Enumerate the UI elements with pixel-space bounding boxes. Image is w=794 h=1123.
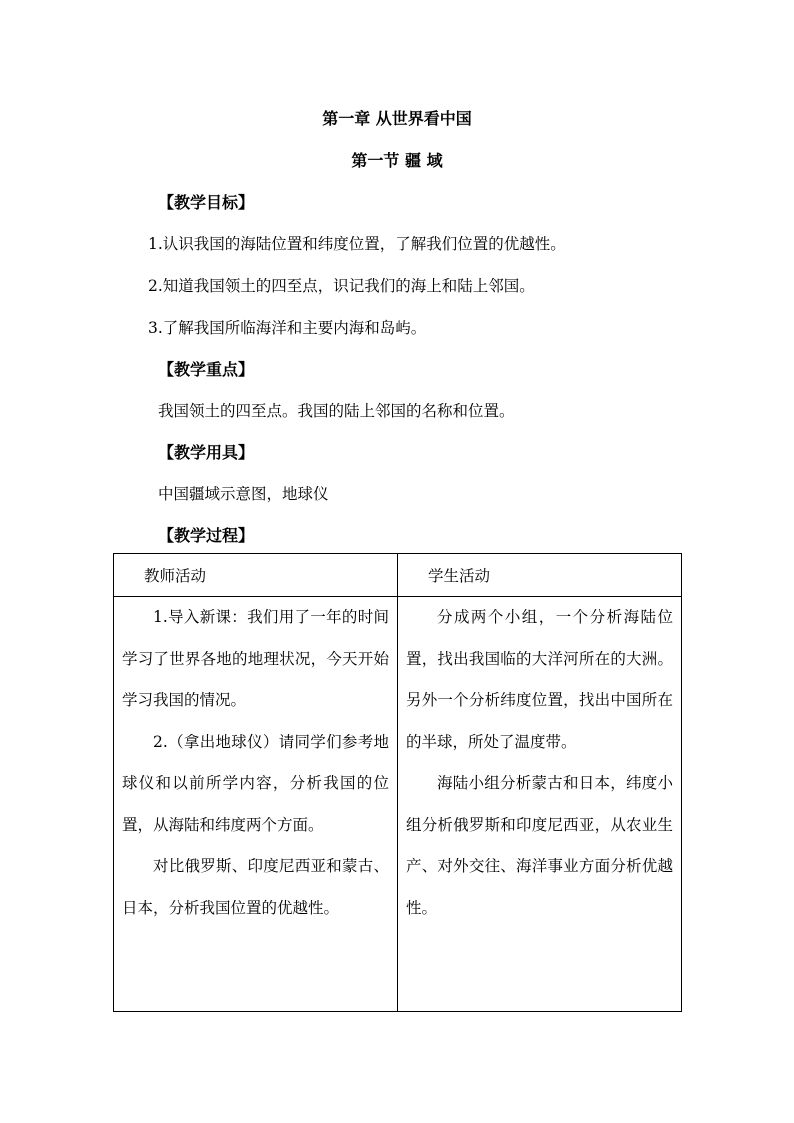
- student-paragraph: 分成两个小组，一个分析海陆位置，找出我国临的大洋河所在的大洲。另外一个分析纬度位置，找出中国所在的半球，所处了温度带。: [406, 608, 673, 751]
- chapter-title: 第一章 从世界看中国: [322, 109, 472, 128]
- section-title: 第一节 疆 域: [351, 151, 443, 170]
- key-points-heading: 【教学重点】: [158, 360, 255, 379]
- teacher-activity-cell: [114, 597, 398, 1012]
- student-paragraph: 海陆小组分析蒙古和日本，纬度小组分析俄罗斯和印度尼西亚，从农业生产、对外交往、海洋事业方面分析优越性。: [406, 774, 673, 917]
- tools-text: 中国疆域示意图，地球仪: [158, 485, 329, 503]
- teacher-paragraph: 2.（拿出地球仪）请同学们参考地球仪和以前所学内容，分析我国的位置，从海陆和纬度两个方面。: [122, 732, 389, 834]
- teacher-column-header: 教师活动: [114, 554, 398, 597]
- student-column-header: 学生活动: [398, 554, 682, 597]
- objectives-heading: 【教学目标】: [158, 193, 255, 212]
- objective-item-1: 1.认识我国的海陆位置和纬度位置，了解我们位置的优越性。: [148, 235, 566, 253]
- teacher-paragraph: 1.导入新课：我们用了一年的时间学习了世界各地的地理状况，今天开始学习我国的情况。: [122, 608, 389, 709]
- key-points-text: 我国领土的四至点。我国的陆上邻国的名称和位置。: [158, 402, 515, 420]
- process-body-row: [114, 597, 682, 1012]
- process-header-row: [114, 554, 682, 597]
- objective-item-3: 3.了解我国所临海洋和主要内海和岛屿。: [148, 319, 427, 337]
- student-activity-cell: [398, 597, 682, 1012]
- tools-heading: 【教学用具】: [158, 443, 255, 462]
- teacher-paragraph: 对比俄罗斯、印度尼西亚和蒙古、日本，分析我国位置的优越性。: [122, 857, 389, 917]
- process-table: [113, 553, 682, 1012]
- objective-item-2: 2.知道我国领土的四至点，识记我们的海上和陆上邻国。: [148, 277, 535, 295]
- process-heading: 【教学过程】: [158, 526, 255, 545]
